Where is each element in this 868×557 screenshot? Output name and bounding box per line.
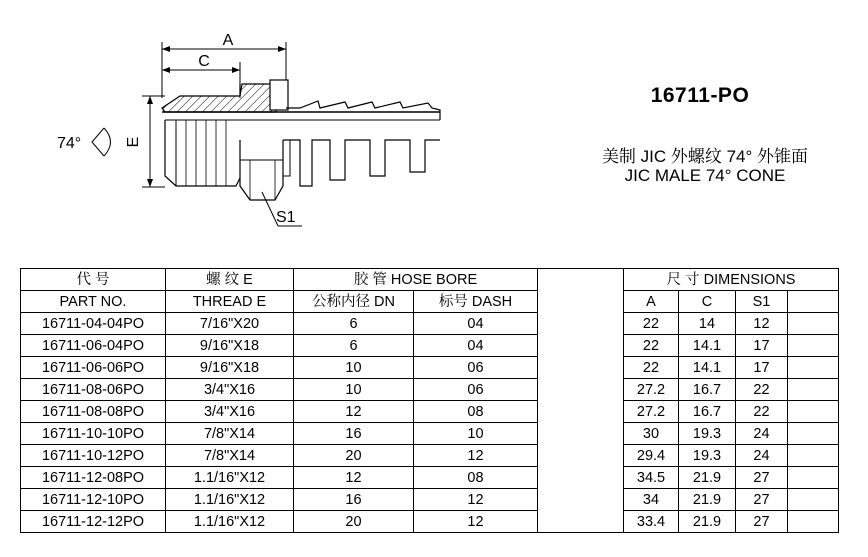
cell-dash: 04 <box>414 313 538 335</box>
cell-a: 22 <box>624 357 679 379</box>
cell-a: 27.2 <box>624 379 679 401</box>
cell-part: 16711-10-10PO <box>21 423 166 445</box>
cell-blank <box>788 379 839 401</box>
dimension-s1 <box>262 192 302 226</box>
cell-dn: 16 <box>294 423 414 445</box>
header-dimensions: 尺 寸 DIMENSIONS <box>624 269 839 291</box>
cell-thread: 7/16"X20 <box>166 313 294 335</box>
cell-c: 16.7 <box>679 401 736 423</box>
cell-thread: 3/4"X16 <box>166 401 294 423</box>
cell-dn: 12 <box>294 401 414 423</box>
cell-part: 16711-04-04PO <box>21 313 166 335</box>
cell-a: 29.4 <box>624 445 679 467</box>
cell-a: 27.2 <box>624 401 679 423</box>
table-row <box>21 511 839 533</box>
cell-part: 16711-12-10PO <box>21 489 166 511</box>
cell-s1: 17 <box>736 357 788 379</box>
header-blank <box>788 291 839 313</box>
cell-thread: 1.1/16"X12 <box>166 489 294 511</box>
cell-thread: 9/16"X18 <box>166 357 294 379</box>
dim-s1-label: S1 <box>276 209 296 226</box>
description-en: JIC MALE 74° CONE <box>624 166 786 185</box>
cell-c: 21.9 <box>679 467 736 489</box>
cell-blank <box>788 335 839 357</box>
cell-blank <box>788 445 839 467</box>
cell-c: 14 <box>679 313 736 335</box>
table-row <box>21 445 839 467</box>
table-row <box>21 335 839 357</box>
cell-part: 16711-06-04PO <box>21 335 166 357</box>
cell-c: 16.7 <box>679 379 736 401</box>
dimension-c <box>162 53 240 98</box>
header-hose-bore: 胶 管 HOSE BORE <box>294 269 538 291</box>
cell-a: 22 <box>624 313 679 335</box>
header-row-2 <box>21 291 839 313</box>
cell-part: 16711-12-08PO <box>21 467 166 489</box>
cell-dn: 16 <box>294 489 414 511</box>
cell-c: 21.9 <box>679 511 736 533</box>
header-thread: 螺 纹 E <box>166 269 294 291</box>
table-row <box>21 357 839 379</box>
cell-blank <box>788 313 839 335</box>
cell-a: 33.4 <box>624 511 679 533</box>
cell-dn: 20 <box>294 511 414 533</box>
cell-part: 16711-08-06PO <box>21 379 166 401</box>
cell-dn: 12 <box>294 467 414 489</box>
header-thread-e: THREAD E <box>166 291 294 313</box>
spec-table <box>20 268 839 533</box>
cell-thread: 7/8"X14 <box>166 445 294 467</box>
cell-blank <box>788 467 839 489</box>
cell-c: 21.9 <box>679 489 736 511</box>
cell-a: 22 <box>624 335 679 357</box>
cell-blank <box>788 357 839 379</box>
fitting-drawing <box>0 0 460 250</box>
header-s1: S1 <box>736 291 788 313</box>
cell-s1: 22 <box>736 379 788 401</box>
cell-dn: 6 <box>294 313 414 335</box>
cell-c: 19.3 <box>679 445 736 467</box>
table-row <box>21 467 839 489</box>
cell-blank <box>788 511 839 533</box>
cell-c: 14.1 <box>679 335 736 357</box>
cell-dash: 12 <box>414 489 538 511</box>
cell-dn: 20 <box>294 445 414 467</box>
cell-s1: 27 <box>736 489 788 511</box>
cell-part: 16711-12-12PO <box>21 511 166 533</box>
cell-s1: 12 <box>736 313 788 335</box>
angle-label: 74° <box>57 135 82 152</box>
cell-thread: 7/8"X14 <box>166 423 294 445</box>
cell-c: 19.3 <box>679 423 736 445</box>
cell-s1: 27 <box>736 511 788 533</box>
cell-blank <box>788 489 839 511</box>
dim-c-label: C <box>198 53 210 70</box>
fitting-body <box>162 80 440 200</box>
cell-a: 34 <box>624 489 679 511</box>
cell-part: 16711-10-12PO <box>21 445 166 467</box>
cell-thread: 3/4"X16 <box>166 379 294 401</box>
header-row-1 <box>21 269 839 291</box>
part-title: 16711-PO <box>650 84 750 107</box>
cell-dash: 10 <box>414 423 538 445</box>
cell-c: 14.1 <box>679 357 736 379</box>
cell-dash: 04 <box>414 335 538 357</box>
cell-s1: 24 <box>736 445 788 467</box>
angle-74 <box>57 128 111 156</box>
dim-e-label: E <box>125 136 142 148</box>
dimension-e <box>125 96 165 187</box>
cell-thread: 1.1/16"X12 <box>166 511 294 533</box>
cell-dash: 12 <box>414 445 538 467</box>
cell-s1: 22 <box>736 401 788 423</box>
cell-dn: 10 <box>294 379 414 401</box>
cell-dash: 08 <box>414 467 538 489</box>
header-dn: 公称内径 DN <box>294 291 414 313</box>
cell-thread: 9/16"X18 <box>166 335 294 357</box>
table-row <box>21 313 839 335</box>
description-cn: 美制 JIC 外螺纹 74° 外锥面 <box>601 147 809 166</box>
dim-a-label: A <box>222 32 234 49</box>
header-part-no: PART NO. <box>21 291 166 313</box>
header-part: 代 号 <box>21 269 166 291</box>
table-row <box>21 379 839 401</box>
header-dash: 标号 DASH <box>414 291 538 313</box>
cell-part: 16711-08-08PO <box>21 401 166 423</box>
cell-dash: 08 <box>414 401 538 423</box>
cell-a: 34.5 <box>624 467 679 489</box>
table-row <box>21 423 839 445</box>
cell-a: 30 <box>624 423 679 445</box>
cell-part: 16711-06-06PO <box>21 357 166 379</box>
header-a: A <box>624 291 679 313</box>
fitting-drawing-svg <box>0 0 460 250</box>
cell-thread: 1.1/16"X12 <box>166 467 294 489</box>
cell-s1: 27 <box>736 467 788 489</box>
cell-dash: 12 <box>414 511 538 533</box>
cell-blank <box>788 423 839 445</box>
cell-s1: 17 <box>736 335 788 357</box>
blank-column <box>538 269 624 533</box>
cell-dn: 6 <box>294 335 414 357</box>
cell-blank <box>788 401 839 423</box>
cell-dash: 06 <box>414 379 538 401</box>
cell-s1: 24 <box>736 423 788 445</box>
header-c: C <box>679 291 736 313</box>
cell-dash: 06 <box>414 357 538 379</box>
cell-dn: 10 <box>294 357 414 379</box>
table-row <box>21 401 839 423</box>
table-row <box>21 489 839 511</box>
